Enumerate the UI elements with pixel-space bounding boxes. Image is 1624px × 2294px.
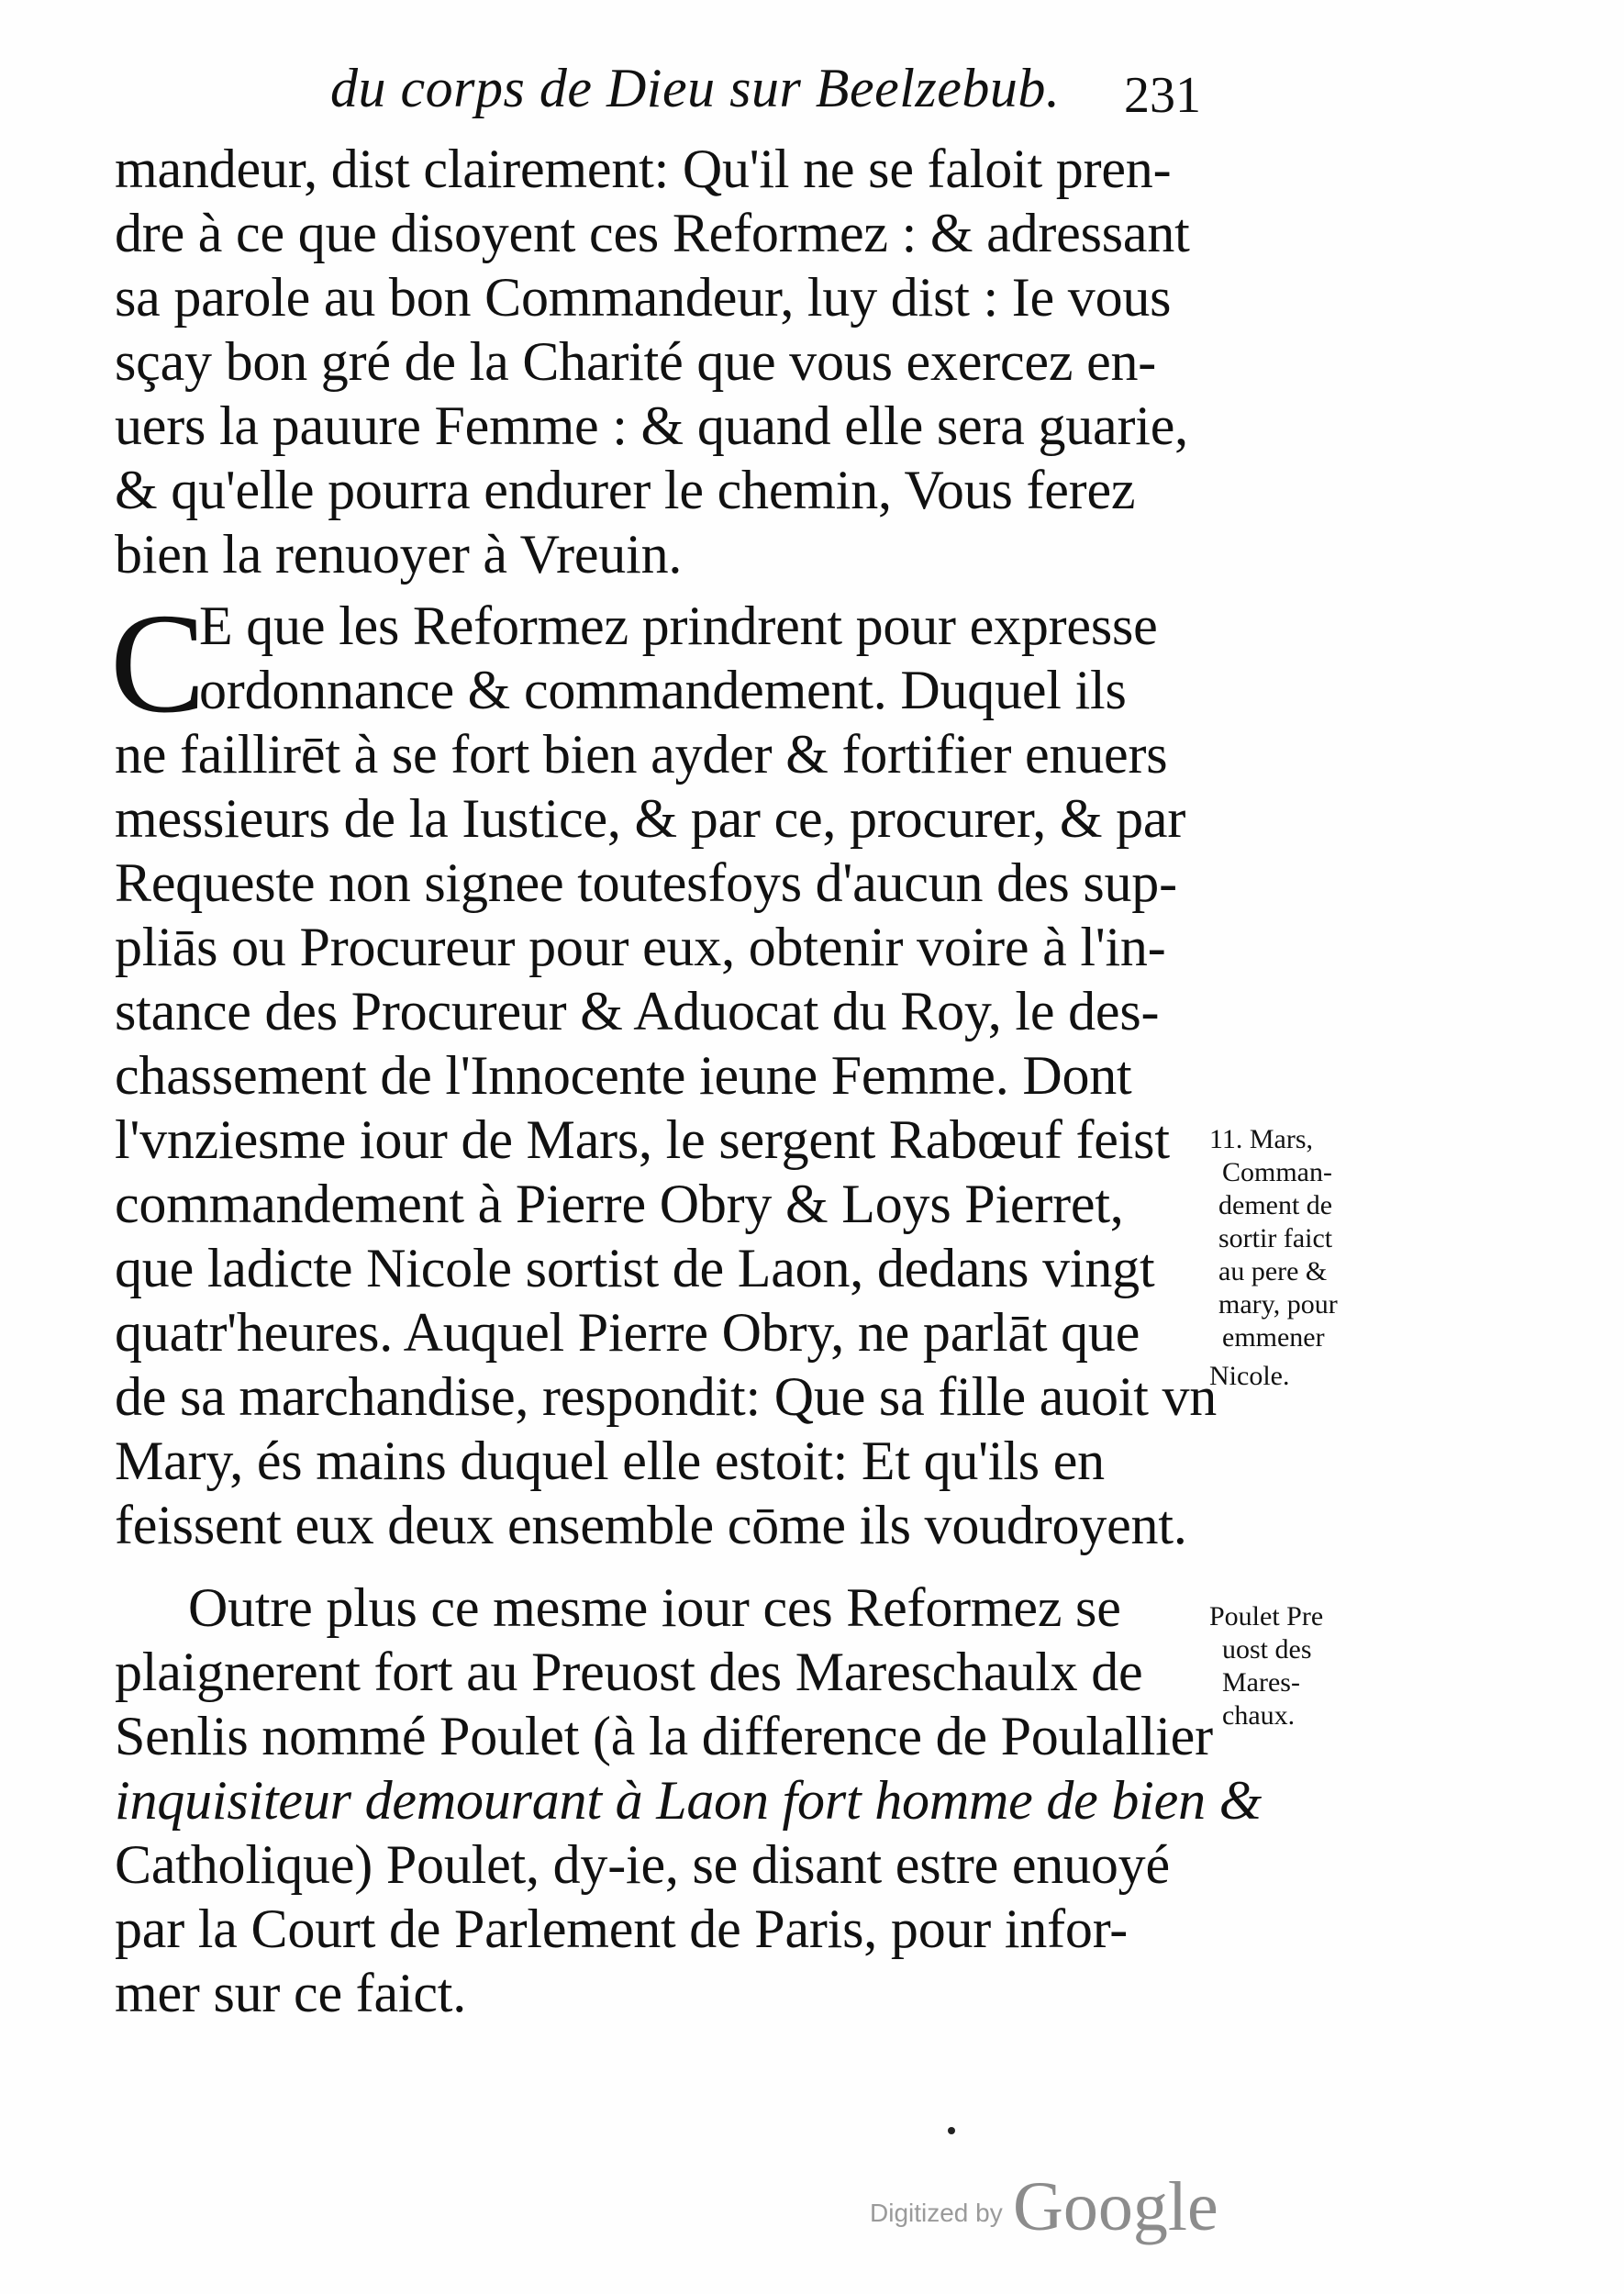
- margin-note-line: mary, pour: [1218, 1289, 1338, 1320]
- text-line: commandement à Pierre Obry & Loys Pierret,: [115, 1174, 1124, 1234]
- text-line: stance des Procureur & Aduocat du Roy, le des-: [115, 981, 1160, 1041]
- margin-note-line: Nicole.: [1209, 1361, 1290, 1391]
- running-title: du corps de Dieu sur Beelzebub.: [330, 58, 1061, 118]
- text-line: Requeste non signee toutesfoys d'aucun des sup-: [115, 852, 1177, 913]
- drop-cap: C: [110, 584, 206, 742]
- text-line: bien la renuoyer à Vreuin.: [115, 524, 683, 585]
- text-line: uers la pauure Femme : & quand elle sera guarie,: [115, 395, 1188, 456]
- digitized-by-label: Digitized by: [870, 2199, 1003, 2227]
- text-line: feissent eux deux ensemble cōme ils voudroyent.: [115, 1495, 1187, 1555]
- text-line: inquisiteur demourant à Laon fort homme de bien &: [115, 1770, 1262, 1831]
- text-line: mandeur, dist clairement: Qu'il ne se faloit pren-: [115, 139, 1172, 199]
- text-line: E que les Reformez prindrent pour expresse: [199, 596, 1158, 656]
- margin-note-line: uost des: [1222, 1634, 1312, 1665]
- text-line: mer sur ce faict.: [115, 1963, 467, 2023]
- text-line: ne faillirēt à se fort bien ayder & fortifier enuers: [115, 724, 1168, 785]
- text-line: Mary, és mains duquel elle estoit: Et qu'ils en: [115, 1431, 1105, 1491]
- text-line: plaignerent fort au Preuost des Mareschaulx de: [115, 1642, 1143, 1702]
- text-line: dre à ce que disoyent ces Reformez : & adressant: [115, 203, 1190, 263]
- margin-note-line: Poulet Pre: [1209, 1601, 1324, 1631]
- text-line: l'vnziesme iour de Mars, le sergent Rabœuf feist: [115, 1109, 1170, 1170]
- margin-note-line: dement de: [1218, 1190, 1333, 1220]
- text-line: messieurs de la Iustice, & par ce, procurer, & par: [115, 788, 1186, 849]
- margin-note-line: au pere &: [1218, 1256, 1328, 1286]
- text-line: que ladicte Nicole sortist de Laon, dedans vingt: [115, 1238, 1155, 1298]
- text-line: Outre plus ce mesme iour ces Reformez se: [188, 1577, 1121, 1638]
- text-line: pliās ou Procureur pour eux, obtenir voire à l'in-: [115, 917, 1166, 977]
- text-line: sçay bon gré de la Charité que vous exercez en-: [115, 331, 1157, 392]
- margin-note-line: sortir faict: [1218, 1223, 1333, 1253]
- margin-note-line: Comman-: [1222, 1157, 1332, 1187]
- text-line: ordonnance & commandement. Duquel ils: [199, 660, 1127, 720]
- text-line: chassement de l'Innocente ieune Femme. Dont: [115, 1045, 1132, 1106]
- text-line: quatr'heures. Auquel Pierre Obry, ne parlāt que: [115, 1302, 1140, 1363]
- margin-note-line: Mares-: [1222, 1667, 1300, 1698]
- text-line: par la Court de Parlement de Paris, pour infor-: [115, 1899, 1129, 1959]
- margin-note-line: emmener: [1222, 1322, 1325, 1353]
- text-line: Catholique) Poulet, dy-ie, se disant estre enuoyé: [115, 1834, 1170, 1895]
- text-line: sa parole au bon Commandeur, luy dist : Ie vous: [115, 267, 1172, 328]
- page-number: 231: [1124, 67, 1201, 124]
- margin-note-line: 11. Mars,: [1209, 1124, 1314, 1154]
- text-line: & qu'elle pourra endurer le chemin, Vous ferez: [115, 460, 1136, 520]
- text-line: Senlis nommé Poulet (à la difference de Poulallier: [115, 1706, 1213, 1766]
- margin-note-line: chaux.: [1222, 1700, 1296, 1731]
- ink-speck: [948, 2127, 955, 2134]
- text-line: de sa marchandise, respondit: Que sa fille auoit vn: [115, 1366, 1218, 1427]
- google-watermark: Google: [1013, 2168, 1218, 2245]
